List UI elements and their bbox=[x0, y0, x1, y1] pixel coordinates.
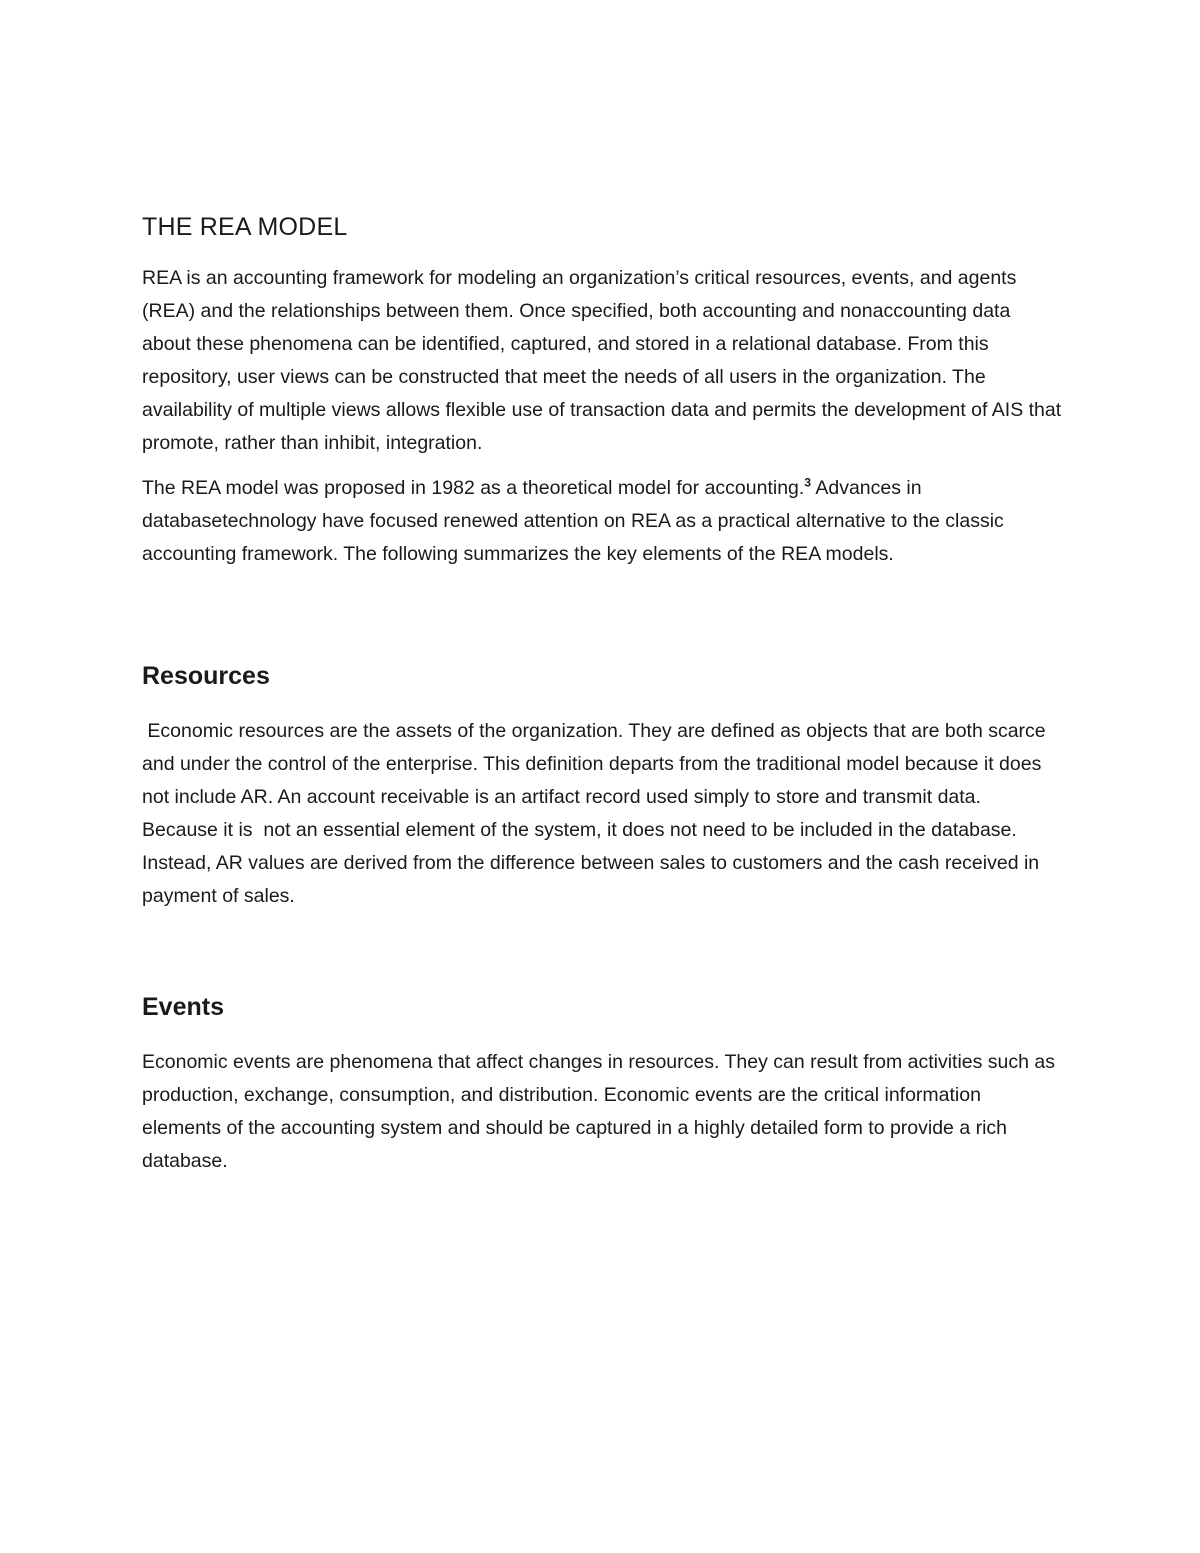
history-paragraph bbox=[142, 472, 1062, 571]
footnote-marker[interactable]: 3 bbox=[804, 475, 811, 490]
history-paragraph-text: The REA model was proposed in 1982 as a theoretical model for accounting. bbox=[142, 477, 805, 499]
document-title: THE REA MODEL bbox=[142, 213, 348, 241]
intro-paragraph: REA is an accounting framework for modeling an organization’s critical resources, events, and agents (REA) and the relationships between them. Once specified, both accounting and nonaccounting data about these phenomena can be identified, captured, and stored in a relational database. From this repository, user views can be constructed that meet the needs of all users in the organization. The availability of multiple views allows flexible use of transaction data and permits the development of AIS that promote, rather than inhibit, integration. bbox=[142, 267, 1062, 454]
history-paragraph-continuation: Advances in databasetechnology have focused renewed attention on REA as a practical alternative to the classic accounting framework. The following summarizes the key elements of the REA models. bbox=[142, 477, 1004, 565]
events-paragraph: Economic events are phenomena that affect changes in resources. They can result from activities such as production, exchange, consumption, and distribution. Economic events are the critical information elements of the accounting system and should be captured in a highly detailed form to provide a rich database. bbox=[142, 1051, 1056, 1172]
document-body bbox=[142, 210, 1062, 1178]
resources-paragraph: Economic resources are the assets of the organization. They are defined as objects that are both scarce and under the control of the enterprise. This definition departs from the traditional model because it does not include AR. An account receivable is an artifact record used simply to store and transmit data. Because it is not an essential element of the system, it does not need to be included in the database. Instead, AR values are derived from the difference between sales to customers and the cash received in payment of sales. bbox=[142, 720, 1052, 907]
events-heading: Events bbox=[142, 993, 224, 1021]
resources-heading: Resources bbox=[142, 662, 270, 690]
